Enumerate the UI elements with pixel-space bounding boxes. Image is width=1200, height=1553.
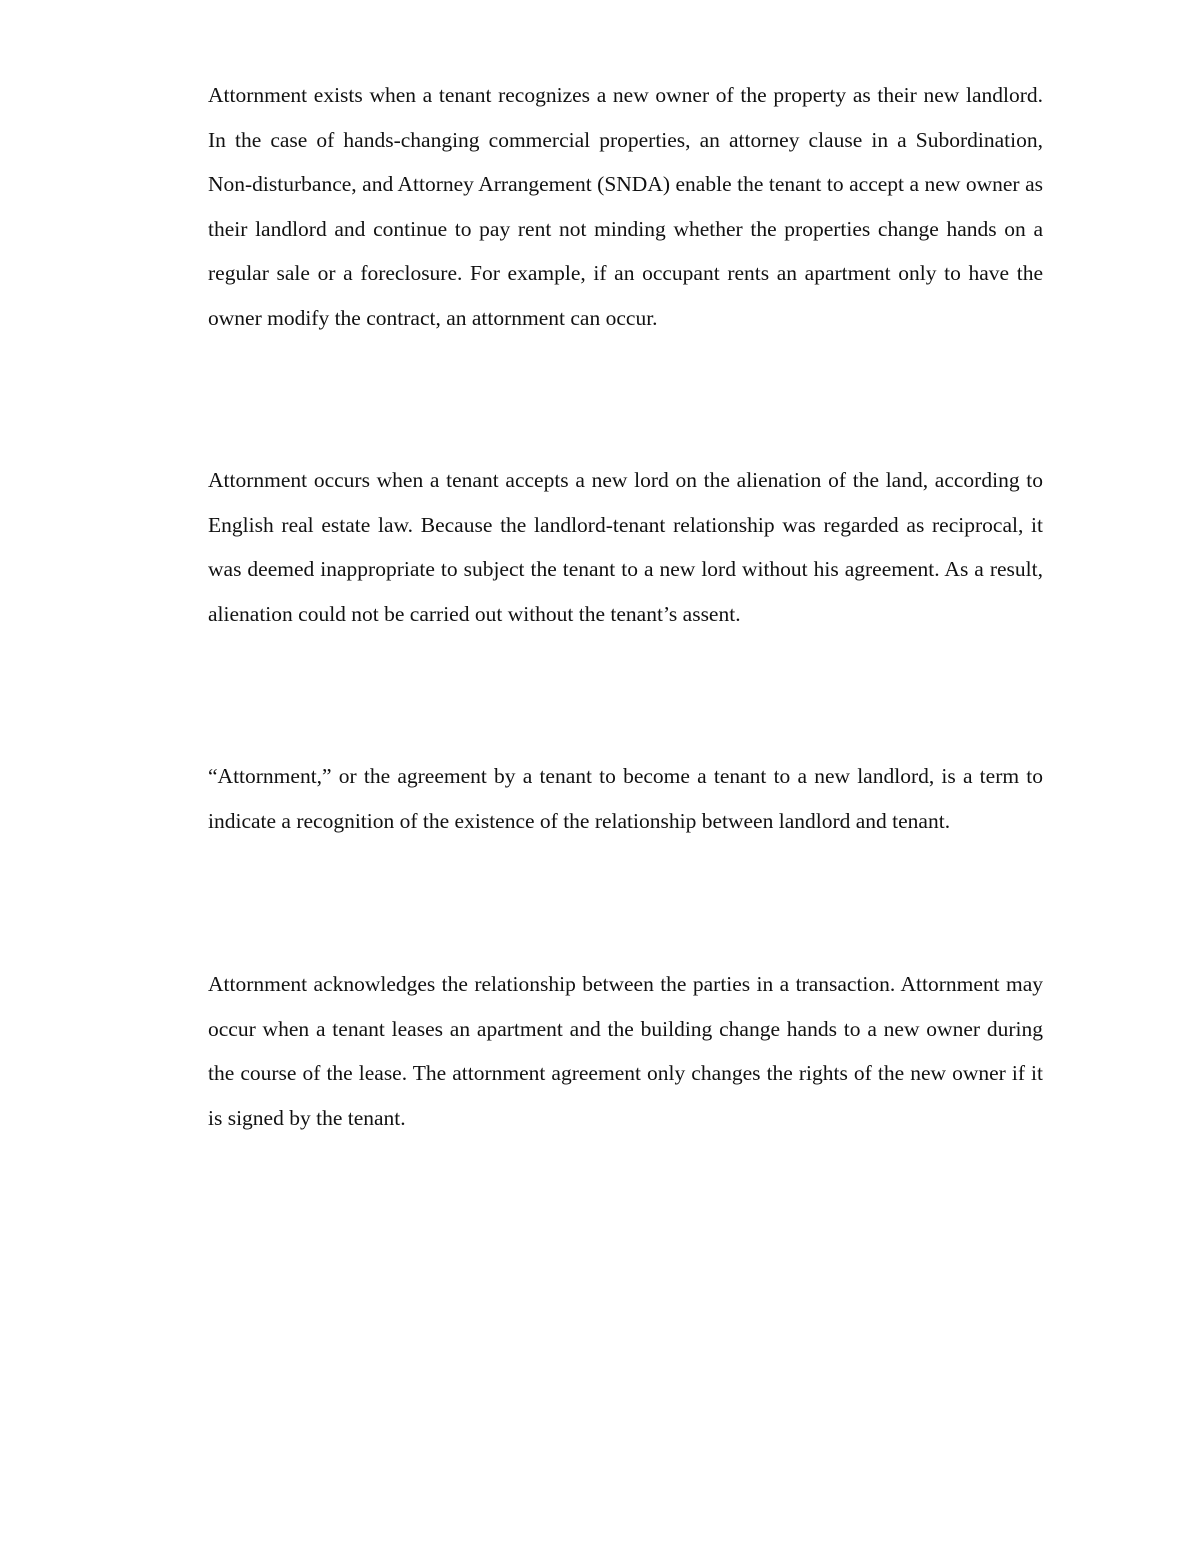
paragraph-tenant-agreement: “Attornment,” or the agreement by a tenant to become a tenant to a new landlord, is a term to indicate a recognition of the existence of the relationship between landlord and tenant. <box>208 764 1043 833</box>
paragraph-transaction-relationship: Attornment acknowledges the relationship between the parties in a transaction. Attornment may occur when a tenant leases an apartment and the building change hands to a new owner during the course of the lease. The attornment agreement only changes the rights of the new owner if it is signed by the tenant. <box>208 972 1043 1130</box>
paragraph-english-law: Attornment occurs when a tenant accepts a new lord on the alienation of the land, according to English real estate law. Because the landlord-tenant relationship was regarded as reciprocal, it was deemed inappropriate to subject the tenant to a new lord without his agreement. As a result, alienation could not be carried out without the tenant’s assent. <box>208 468 1043 626</box>
paragraph-attornment-definition: Attornment exists when a tenant recognizes a new owner of the property as their new landlord. In the case of hands-changing commercial properties, an attorney clause in a Subordination, Non-disturbance, and Attorney Arrangement (SNDA) enable the tenant to accept a new owner as their landlord and continue to pay rent not minding whether the properties change hands on a regular sale or a foreclosure. For example, if an occupant rents an apartment only to have the owner modify the contract, an attornment can occur. <box>208 83 1043 330</box>
